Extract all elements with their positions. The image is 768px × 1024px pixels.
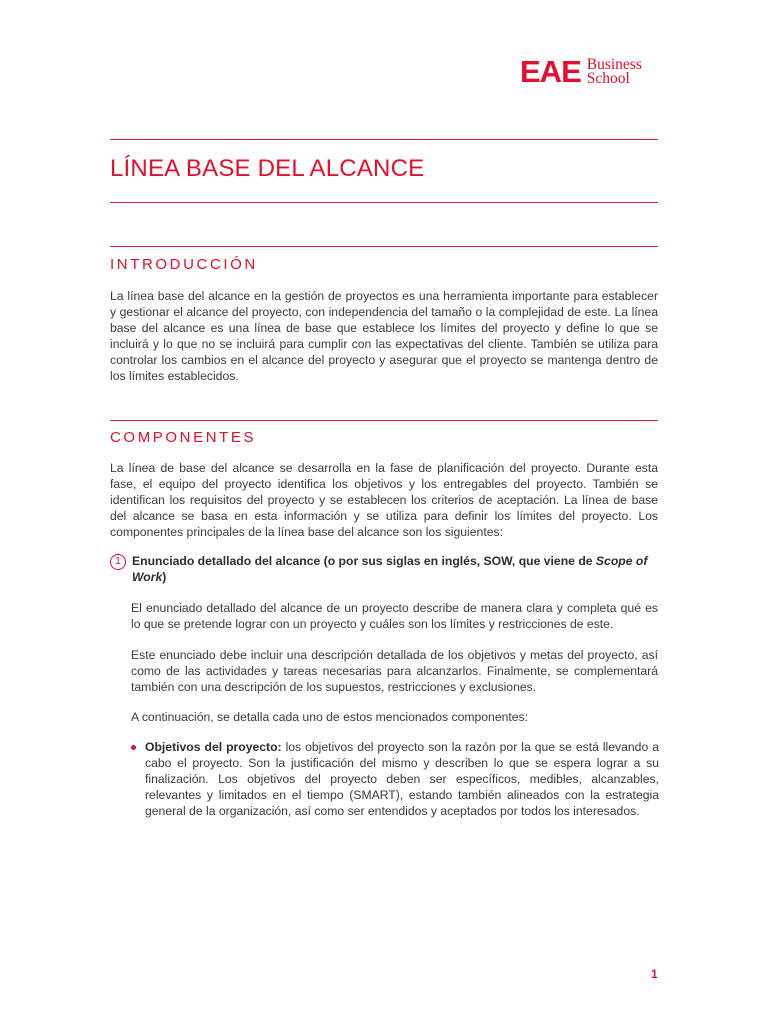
page-number: 1 xyxy=(651,967,658,981)
bullet-dot xyxy=(131,745,136,750)
intro-heading: INTRODUCCIÓN xyxy=(110,256,258,273)
item-paragraph-3: A continuación, se detalla cada uno de estos mencionados componentes: xyxy=(131,710,529,724)
numbered-item-1 xyxy=(110,553,660,585)
bullet-label: Objetivos del proyecto: xyxy=(145,740,282,754)
divider-components xyxy=(110,420,658,421)
item-title xyxy=(132,553,660,585)
components-heading: COMPONENTES xyxy=(110,429,257,446)
bullet-body: los objetivos del proyecto son la razón por la que se está llevando a cabo el proyecto. Son la justificación del mismo y describen lo que se espera lograr a su finalización. Los objetivos del proyecto deben ser específicos, medibles, alcanzables, relevantes y limitados en el tiempo (SMART), estando también alineados con la estrategia general de la organización, así como ser entendidos y aceptados por todos los interesados. xyxy=(145,740,659,819)
logo-text xyxy=(587,58,642,86)
item-number-badge: 1 xyxy=(110,554,126,570)
logo-line2: School xyxy=(586,70,630,87)
bullet-text xyxy=(145,739,659,819)
item-title-main: Enunciado detallado del alcance (o por sus siglas en inglés, SOW, que viene de xyxy=(132,554,596,568)
eae-logo xyxy=(520,54,642,89)
components-paragraph: La línea de base del alcance se desarrolla en la fase de planificación del proyecto. Durante esta fase, el equipo del proyecto identifica los objetivos y los entregables del proyecto. También se identifican los requisitos del proyecto y se establecen los criterios de aceptación. La línea de base del alcance se basa en esta información y se utiliza para definir los límites del proyecto. Los componentes principales de la línea base del alcance son los siguientes: xyxy=(110,461,658,540)
divider-intro xyxy=(110,246,658,247)
logo-mark: EAE xyxy=(520,54,581,89)
page-title: LÍNEA BASE DEL ALCANCE xyxy=(110,155,425,182)
intro-paragraph: La línea base del alcance en la gestión de proyectos es una herramienta importante para establecer y gestionar el alcance del proyecto, con independencia del tamaño o la complejidad de este. La línea base del alcance es una línea de base que establece los límites del proyecto y define lo que se incluirá y lo que no se incluirá para cumplir con las expectativas del cliente. También se utiliza para controlar los cambios en el alcance del proyecto y asegurar que el proyecto se mantenga dentro de los límites establecidos. xyxy=(110,289,658,384)
item-paragraph-1: El enunciado detallado del alcance de un proyecto describe de manera clara y completa qué es lo que se pretende lograr con un proyecto y cuáles son los límites y restricciones de este. xyxy=(131,601,658,632)
divider-top xyxy=(110,139,658,140)
divider-title xyxy=(110,202,658,203)
item-paragraph-2: Este enunciado debe incluir una descripción detallada de los objetivos y metas del proyecto, así como de las actividades y tareas necesarias para alcanzarlos. Finalmente, se complementará también con una descripción de los supuestos, restricciones y exclusiones. xyxy=(131,648,658,695)
item-title-italic: Scope of Work xyxy=(132,554,648,584)
bullet-objetivos xyxy=(131,739,659,819)
item-title-end: ) xyxy=(162,570,167,584)
logo-line1: Business xyxy=(586,56,642,73)
